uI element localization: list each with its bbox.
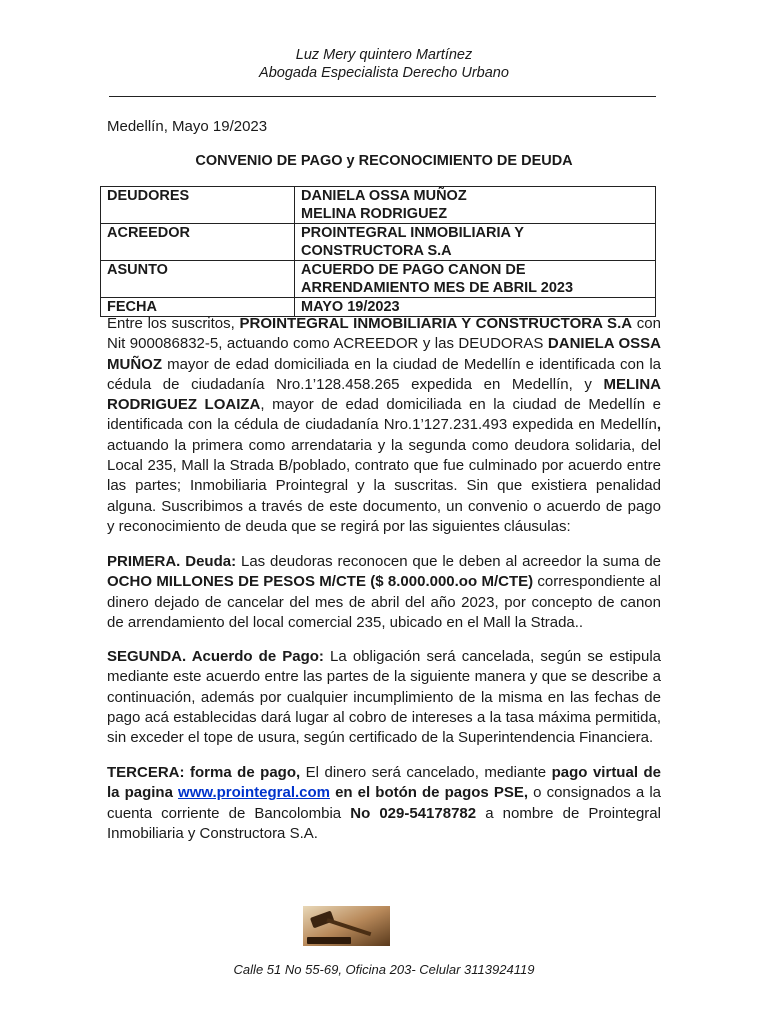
city-date: Medellín, Mayo 19/2023 (107, 118, 268, 135)
table-key: ACREEDOR (101, 224, 295, 261)
clause-heading: PRIMERA. Deuda: (107, 553, 237, 570)
text: , mayor de edad domiciliada en la ciudad de Medellín e identificada con la cédula de ciudadanía Nro.1’127.231.493 expedida en Medellín (107, 396, 661, 434)
text: con Nit 900086832-5, actuando como ACREEDOR y las DEUDORAS (107, 315, 661, 353)
table-value (295, 261, 656, 298)
text: La obligación será cancelada, según se estipula mediante este acuerdo entre las partes de la siguiente manera y que se describe a continuación, además por cualquier incumplimiento de la misma en las fechas de pago acá establecidas dará lugar al cobro de intereses a la tasa máxima permitida, sin exceder el tope de usura, según certificado de la Superintendencia Financiera. (107, 648, 661, 747)
table-key: FECHA (101, 298, 295, 317)
value-line: PROINTEGRAL INMOBILIARIA Y (301, 225, 524, 241)
gavel-icon (303, 906, 390, 946)
clause-heading: SEGUNDA. Acuerdo de Pago: (107, 648, 324, 665)
text: correspondiente al dinero dejado de cancelar del mes de abril del año 2023, por concepto de canon de arrendamiento del local comercial 235, ubicado en el Mall la Strada.. (107, 573, 661, 631)
debtor-name: DANIELA OSSA MUÑOZ (107, 335, 661, 373)
value-line: DANIELA OSSA MUÑOZ (301, 188, 467, 204)
creditor-name: PROINTEGRAL INMOBILIARIA Y CONSTRUCTORA S.A (239, 315, 633, 332)
clause-third (107, 763, 661, 844)
text: o consignados a la cuenta corriente de Bancolombia (107, 784, 662, 822)
table-key: ASUNTO (101, 261, 295, 298)
text: a nombre de Prointegral Inmobiliaria y Constructora S.A. (107, 804, 661, 842)
value-line: CONSTRUCTORA S.A (301, 243, 452, 259)
table-value (295, 187, 656, 224)
table-key: DEUDORES (101, 187, 295, 224)
text: Las deudoras reconocen que le deben al acreedor la suma de (236, 553, 662, 570)
debt-amount: OCHO MILLONES DE PESOS M/CTE ($ 8.000.000.oo M/CTE) (107, 573, 534, 591)
text: El dinero será cancelado, mediante (300, 764, 552, 781)
table-row (101, 224, 656, 261)
website-link[interactable]: www.prointegral.com (178, 784, 330, 802)
clause-first (107, 552, 661, 633)
text: Entre los suscritos, (107, 315, 240, 332)
text: , (656, 416, 661, 434)
document-title: CONVENIO DE PAGO y RECONOCIMIENTO DE DEUDA (195, 153, 573, 169)
debtor-name: MELINA RODRIGUEZ LOAIZA (107, 375, 661, 414)
value-line: ACUERDO DE PAGO CANON DE (301, 262, 526, 278)
lawyer-role: Abogada Especialista Derecho Urbano (259, 65, 509, 81)
text: en el botón de pagos PSE, (330, 784, 529, 802)
footer-address: Calle 51 No 55-69, Oficina 203- Celular 3113924119 (233, 962, 535, 977)
letterhead (0, 46, 768, 82)
table-row (101, 187, 656, 224)
table-row (101, 261, 656, 298)
value-line: MELINA RODRIGUEZ (301, 206, 448, 222)
account-number: No 029-54178782 (350, 804, 477, 822)
clause-heading: TERCERA: forma de pago, (107, 764, 301, 781)
text: actuando la primera como arrendataria y la segunda como deudora solidaria, del Local 235, Mall la Strada B/poblado, contrato que fue culminado por acuerdo entre las partes; Inmobiliaria Prointegral y la suscritas. Sin que existiera penalidad alguna. Suscribimos a través de este documento, un convenio o acuerdo de pago y reconocimiento de deuda que se regirá por las siguientes cláusulas: (107, 436, 661, 535)
value-line: ARRENDAMIENTO MES DE ABRIL 2023 (301, 280, 574, 296)
text: mayor de edad domiciliada en la ciudad de Medellín e identificada con la cédula de ciudadanía Nro.1’128.458.265 expedida en Medellín, y (107, 355, 661, 393)
header-divider (109, 96, 656, 97)
clause-second (107, 647, 661, 748)
value-line: MAYO 19/2023 (301, 299, 400, 315)
intro-paragraph (107, 314, 661, 537)
text: pago virtual de la pagina (107, 764, 661, 802)
table-value (295, 224, 656, 261)
lawyer-name: Luz Mery quintero Martínez (295, 47, 473, 63)
parties-table (100, 186, 656, 317)
